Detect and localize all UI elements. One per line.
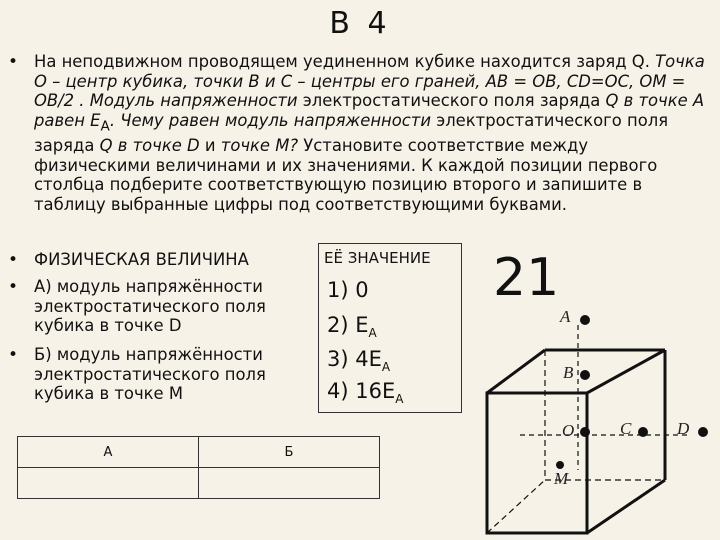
option-text: 1) 0: [327, 278, 369, 302]
label-o: O: [562, 421, 575, 440]
problem-text-3: электростатического поля заряда: [297, 91, 606, 110]
option-sub: A: [381, 360, 391, 375]
point-m-dot: [556, 461, 564, 469]
slide-title: B 4: [329, 6, 391, 41]
option-text: 3) 4E: [327, 347, 382, 371]
label-a: A: [560, 307, 571, 326]
item-a-line: А) модуль напряжённости: [34, 277, 263, 296]
item-b-line: Б) модуль напряжённости: [34, 345, 263, 364]
option-text: 4) 16E: [327, 379, 396, 403]
problem-text-8: и: [199, 136, 221, 156]
item-b-line: электростатического поля: [34, 364, 266, 384]
bullet: •: [8, 52, 19, 72]
label-b: B: [563, 363, 574, 382]
item-b-line: кубика в точке M: [34, 384, 183, 403]
answer-header-a: А: [18, 437, 199, 468]
cube-edge: [587, 480, 665, 533]
option-sub: A: [368, 326, 377, 341]
label-c: C: [620, 419, 632, 438]
bullet: •: [8, 277, 19, 297]
problem-text-7: Q в точке D: [99, 136, 200, 156]
label-d: D: [677, 419, 690, 438]
problem-text-6: электростатического поля заряда: [34, 110, 669, 156]
option-sub: A: [395, 392, 404, 407]
problem-text-5: . Чему равен модуль напряженности: [109, 110, 431, 130]
answer-number: 21: [493, 248, 560, 308]
point-d-dot: [698, 427, 708, 437]
point-c-dot: [638, 427, 648, 437]
label-m: M: [554, 469, 569, 488]
point-o-dot: [580, 427, 590, 437]
bullet: •: [8, 250, 19, 270]
problem-text-10: Установите соответствие между физическими величинами и их значениями. К каждой позиции первого столбца подберите соответствующую позицию второго и запишите в таблицу выбранные цифры под соответствующими буквами.: [34, 136, 658, 214]
problem-text-9: точке M?: [220, 136, 299, 156]
item-a-line: электростатического поля: [34, 296, 266, 316]
problem-sub-a: A: [100, 117, 110, 134]
point-b-dot: [580, 370, 590, 380]
col2-header: ЕЁ ЗНАЧЕНИЕ: [324, 249, 431, 267]
problem-text-4: Q в точке А равен E: [34, 91, 705, 130]
answer-header-b: Б: [199, 437, 380, 468]
cube-edge: [487, 350, 545, 393]
cube-front-face: [487, 393, 587, 533]
cube-hidden-edge: [487, 480, 545, 533]
problem-text-2: Точка О – центр кубика, точки В и С – центры его граней, АВ = ОВ, CD=OC, OM = OB/2 . Модуль напряженности: [34, 52, 705, 110]
point-a-dot: [580, 315, 590, 325]
col1-header: ФИЗИЧЕСКАЯ ВЕЛИЧИНА: [34, 250, 249, 269]
option-text: 2) E: [327, 313, 369, 337]
item-a-line: кубика в точке D: [34, 316, 182, 335]
bullet: •: [8, 345, 19, 365]
cube-edge: [587, 350, 665, 393]
problem-text-1: На неподвижном проводящем уединенном кубике находится заряд Q.: [34, 52, 656, 71]
